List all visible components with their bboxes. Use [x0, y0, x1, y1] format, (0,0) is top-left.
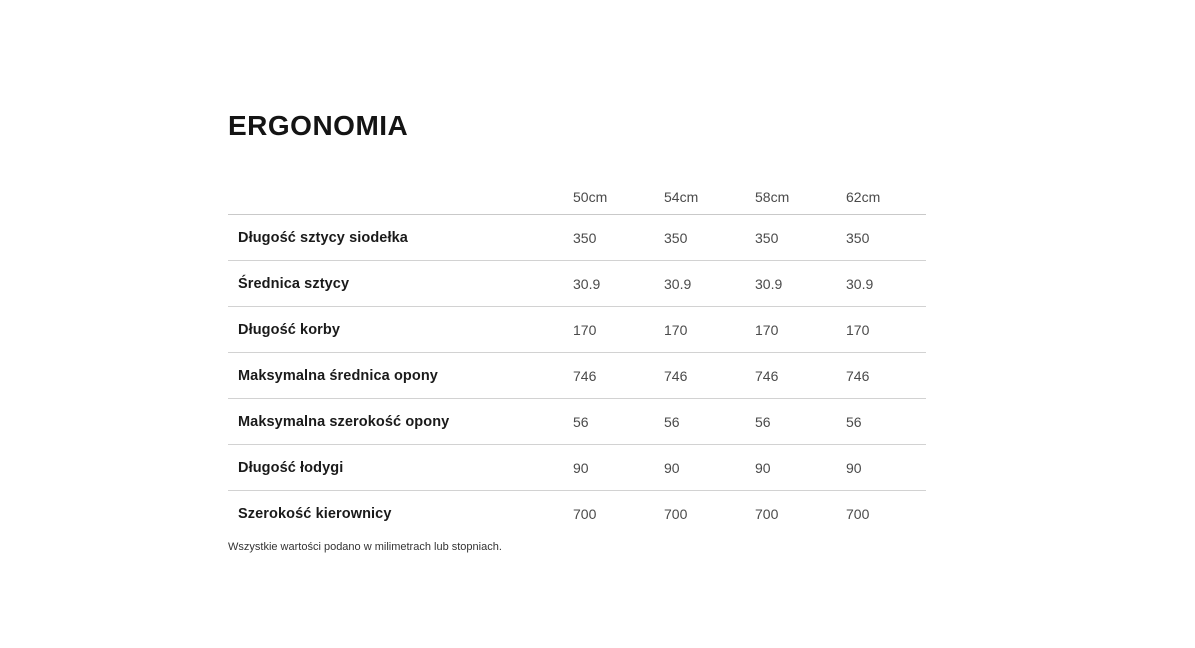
table-row: [228, 215, 926, 261]
cell-value: 700: [755, 505, 779, 522]
cell-value: 56: [755, 413, 771, 430]
row-label: Długość łodygi: [238, 459, 344, 476]
row-label: Średnica sztycy: [238, 275, 350, 292]
cell-value: 30.9: [846, 275, 874, 292]
cell-value: 56: [664, 413, 680, 430]
row-label: Długość sztycy siodełka: [238, 229, 408, 246]
cell-value: 30.9: [755, 275, 783, 292]
table-header-row: [228, 180, 926, 215]
table-row: [228, 307, 926, 353]
cell-value: 350: [846, 229, 870, 246]
table-row: [228, 399, 926, 445]
cell-value: 746: [664, 367, 688, 384]
cell-value: 700: [664, 505, 688, 522]
cell-value: 350: [755, 229, 779, 246]
table-row: [228, 261, 926, 307]
cell-value: 30.9: [664, 275, 692, 292]
cell-value: 700: [846, 505, 870, 522]
table-row: [228, 491, 926, 536]
cell-value: 90: [755, 459, 771, 476]
column-header-54cm: 54cm: [664, 189, 699, 205]
cell-value: 700: [573, 505, 597, 522]
cell-value: 56: [846, 413, 862, 430]
cell-value: 170: [573, 321, 597, 338]
row-label: Maksymalna średnica opony: [238, 367, 438, 384]
units-footnote: Wszystkie wartości podano w milimetrach lub stopniach.: [228, 541, 502, 553]
cell-value: 746: [846, 367, 870, 384]
cell-value: 746: [573, 367, 597, 384]
cell-value: 170: [846, 321, 870, 338]
cell-value: 90: [846, 459, 862, 476]
cell-value: 90: [573, 459, 589, 476]
table-row: [228, 445, 926, 491]
cell-value: 30.9: [573, 275, 601, 292]
row-label: Maksymalna szerokość opony: [238, 413, 450, 430]
cell-value: 170: [755, 321, 779, 338]
cell-value: 350: [664, 229, 688, 246]
table-body: [228, 215, 926, 536]
cell-value: 170: [664, 321, 688, 338]
column-header-62cm: 62cm: [846, 189, 881, 205]
row-label: Szerokość kierownicy: [238, 505, 392, 522]
cell-value: 350: [573, 229, 597, 246]
cell-value: 90: [664, 459, 680, 476]
ergonomics-table: [228, 180, 926, 536]
page-title: ERGONOMIA: [228, 110, 409, 141]
row-label: Długość korby: [238, 321, 341, 338]
cell-value: 56: [573, 413, 589, 430]
column-header-58cm: 58cm: [755, 189, 790, 205]
cell-value: 746: [755, 367, 779, 384]
table-row: [228, 353, 926, 399]
column-header-50cm: 50cm: [573, 189, 608, 205]
